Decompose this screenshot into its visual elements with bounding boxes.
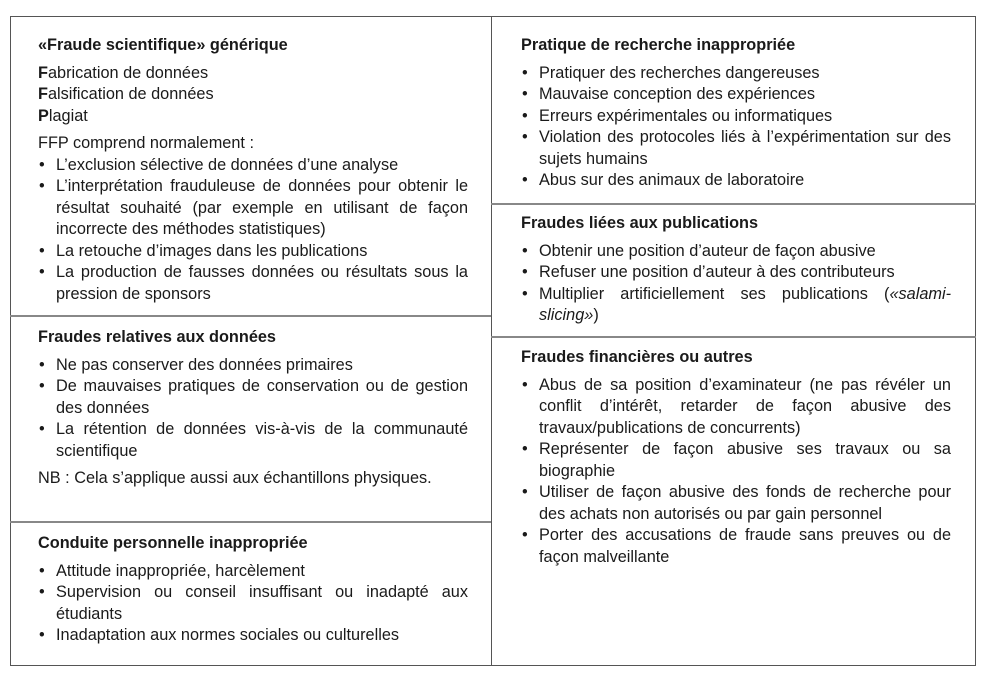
column-divider (491, 16, 492, 666)
bullet-list (38, 355, 468, 463)
list-item: • Abus de sa position d’examinateur (ne pas révéler un conflit d’intérêt, retarder de façon abusive des travaux/publications de concurrents) (521, 375, 951, 440)
list-item: • Utiliser de façon abusive des fonds de recherche pour des achats non autorisés ou par gain personnel (521, 482, 951, 525)
list-item: • La retouche d’images dans les publications (38, 241, 468, 263)
list-item: • Pratiquer des recherches dangereuses (521, 63, 951, 85)
list-item: • Erreurs expérimentales ou informatiques (521, 106, 951, 128)
row-divider (491, 203, 976, 205)
ffp-list (38, 63, 468, 128)
intro-text: FFP comprend normalement : (38, 134, 254, 152)
cell-personal-conduct (38, 533, 468, 647)
list-item: • Obtenir une position d’auteur de façon abusive (521, 241, 951, 263)
list-item: • Porter des accusations de fraude sans preuves ou de façon malveillante (521, 525, 951, 568)
list-item: • Inadaptation aux normes sociales ou culturelles (38, 625, 468, 647)
cell-title: Fraudes liées aux publications (521, 214, 759, 232)
bullet-list (38, 155, 468, 306)
cell-financial-fraud (521, 347, 951, 568)
list-item: • Représenter de façon abusive ses travaux ou sa biographie (521, 439, 951, 482)
cell-title: Conduite personnelle inappropriée (38, 534, 308, 552)
ffp-item: Fabrication de données (38, 63, 209, 82)
list-item: • Ne pas conserver des données primaires (38, 355, 468, 377)
list-item: • L’exclusion sélective de données d’une analyse (38, 155, 468, 177)
cell-generic-fraud (38, 35, 468, 305)
note-text: NB : Cela s’applique aussi aux échantillons physiques. (38, 469, 432, 487)
cell-title: «Fraude scientifique» générique (38, 36, 288, 54)
list-item: • Mauvaise conception des expériences (521, 84, 951, 106)
bullet-list (521, 63, 951, 192)
ffp-item: Plagiat (38, 106, 88, 125)
cell-publication-fraud (521, 213, 951, 327)
bullet-list (521, 375, 951, 569)
row-divider (491, 336, 976, 338)
list-item: • Supervision ou conseil insuffisant ou inadapté aux étudiants (38, 582, 468, 625)
row-divider (10, 521, 491, 523)
cell-title: Fraudes financières ou autres (521, 348, 753, 366)
row-divider (10, 315, 491, 317)
list-item: • Refuser une position d’auteur à des contributeurs (521, 262, 951, 284)
list-item: • Attitude inappropriée, harcèlement (38, 561, 468, 583)
list-item: • Multiplier artificiellement ses publications («salami-slicing») (521, 284, 951, 327)
list-item: • Abus sur des animaux de laboratoire (521, 170, 951, 192)
list-item: • La rétention de données vis-à-vis de la communauté scientifique (38, 419, 468, 462)
cell-data-fraud (38, 327, 468, 490)
list-item: • L’interprétation frauduleuse de données pour obtenir le résultat souhaité (par exemple en utilisant de façon incorrecte des méthodes statistiques) (38, 176, 468, 241)
cell-research-practice (521, 35, 951, 192)
list-item: • Violation des protocoles liés à l’expérimentation sur des sujets humains (521, 127, 951, 170)
bullet-list (521, 241, 951, 327)
cell-title: Pratique de recherche inappropriée (521, 36, 796, 54)
list-item: • La production de fausses données ou résultats sous la pression de sponsors (38, 262, 468, 305)
cell-title: Fraudes relatives aux données (38, 328, 276, 346)
list-item: • De mauvaises pratiques de conservation ou de gestion des données (38, 376, 468, 419)
bullet-list (38, 561, 468, 647)
ffp-item: Falsification de données (38, 85, 214, 103)
